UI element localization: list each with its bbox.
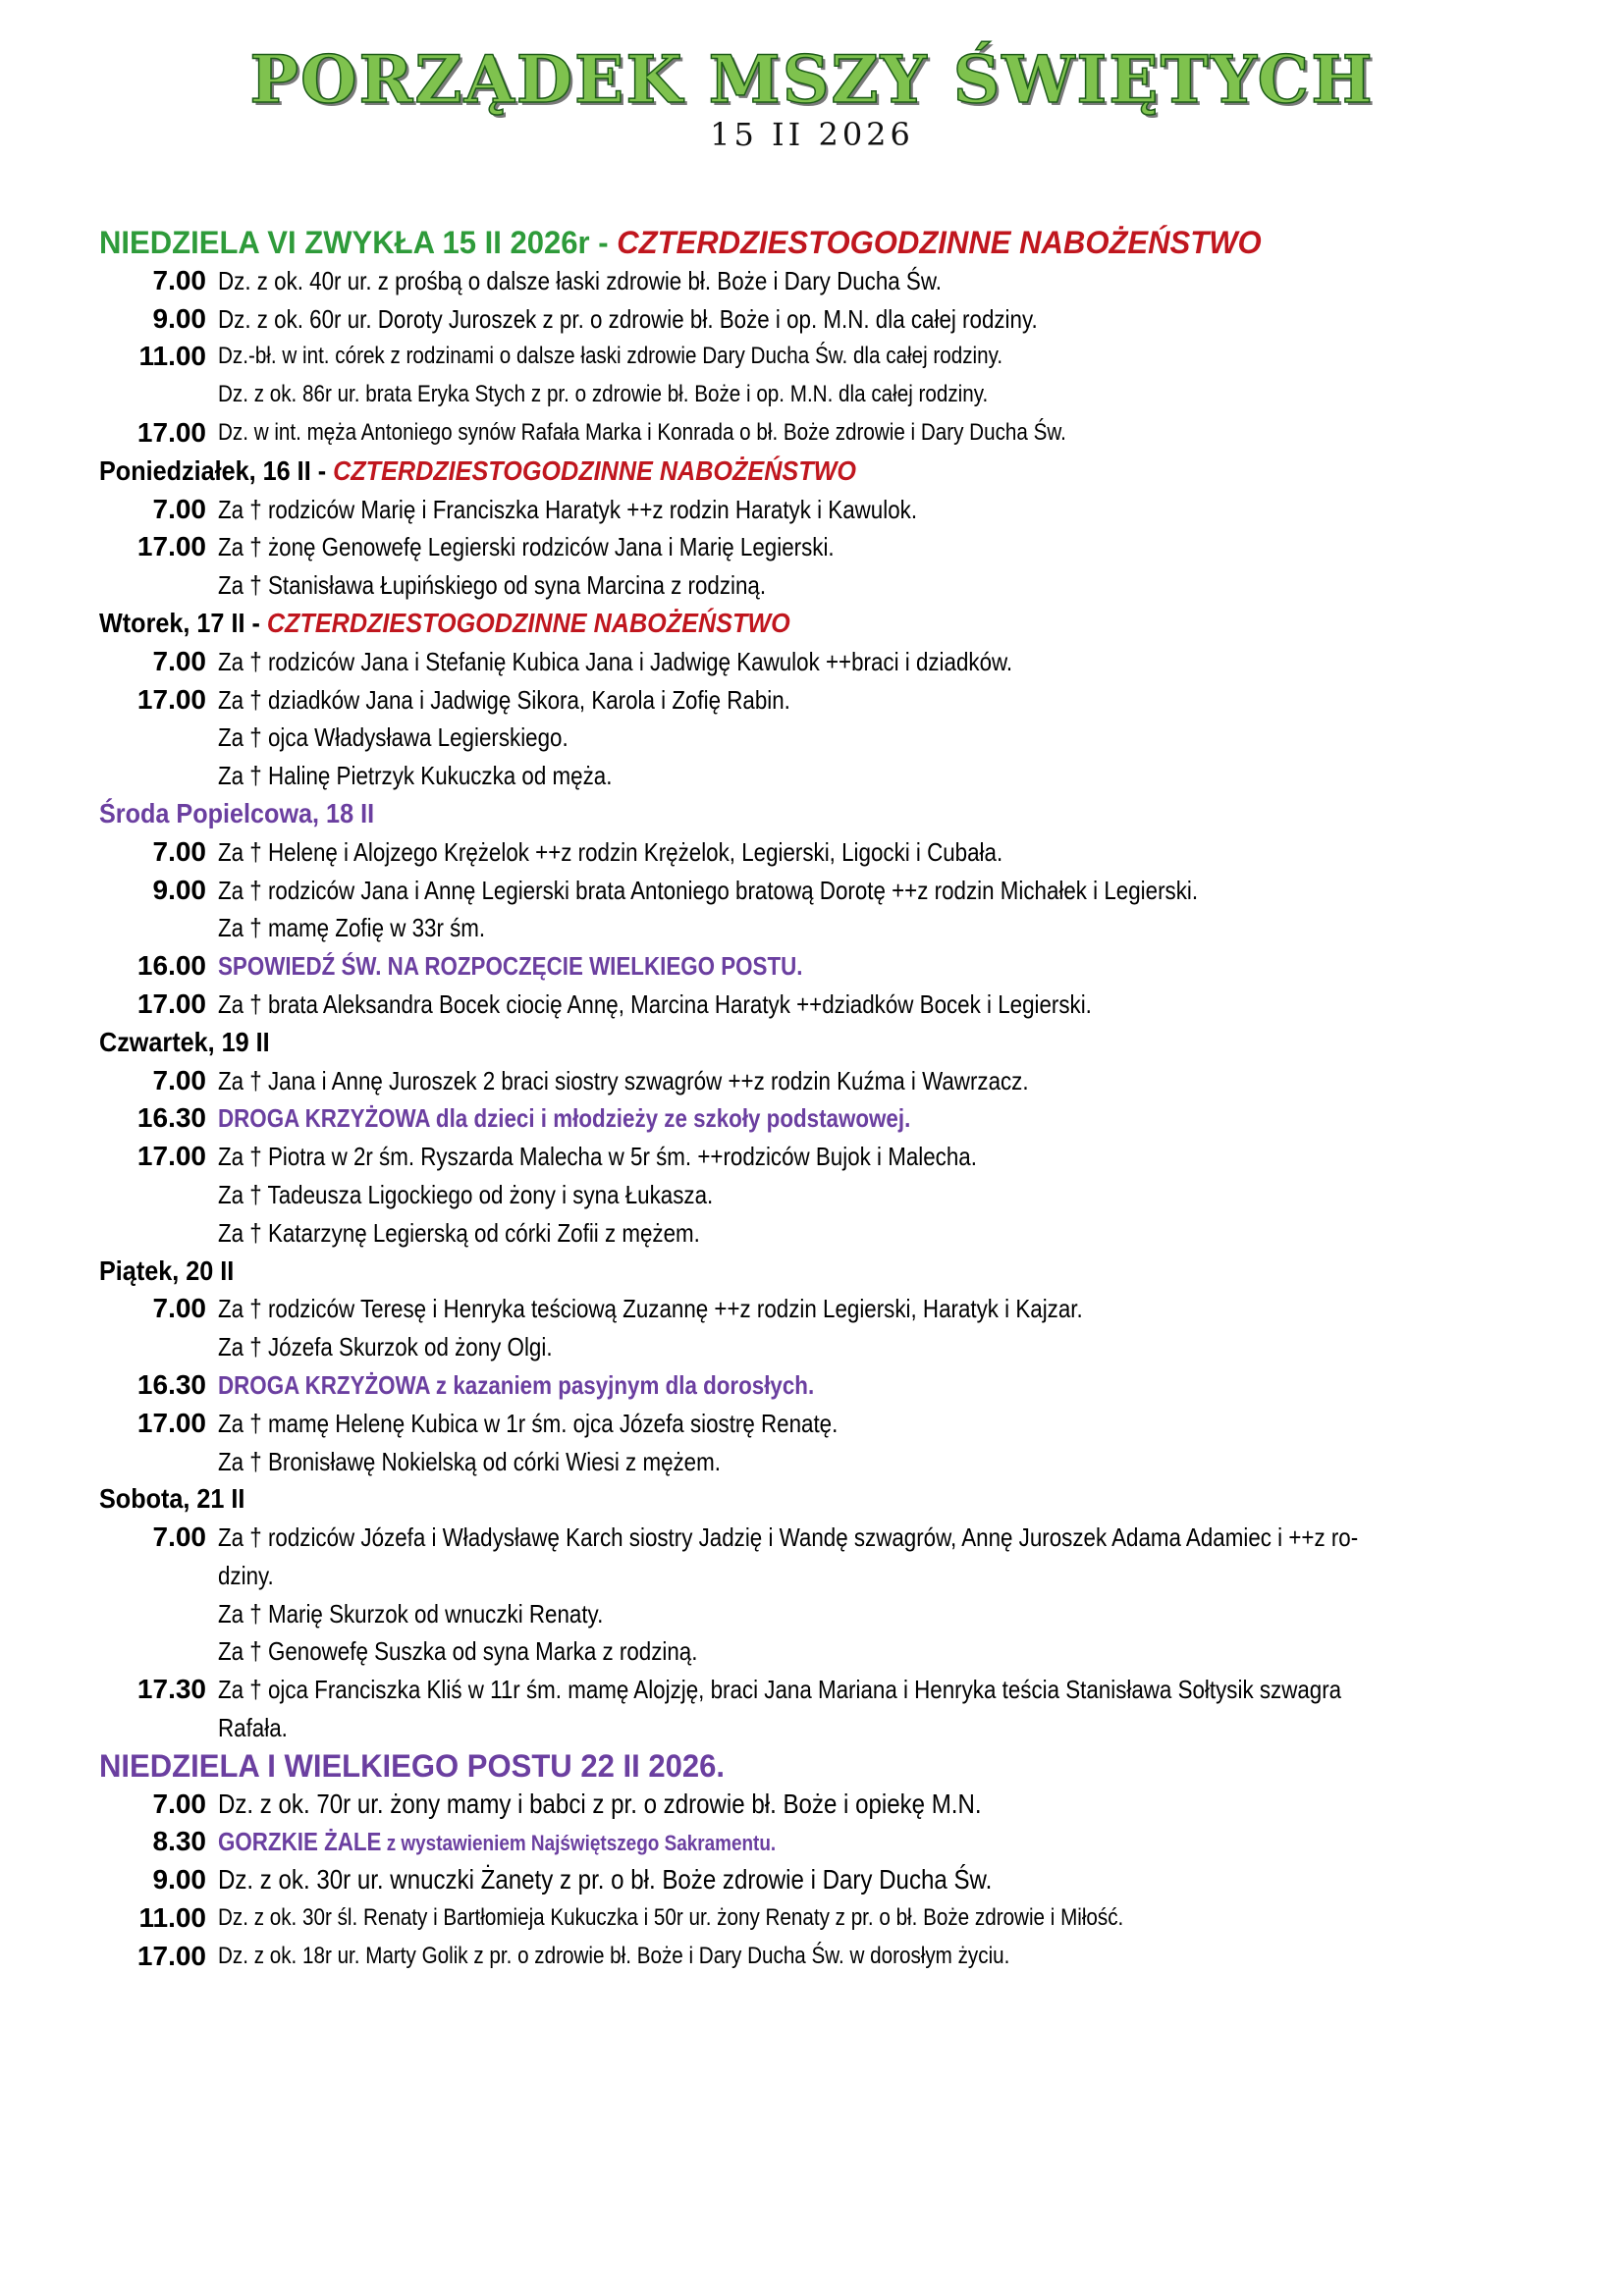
day-heading xyxy=(99,224,1518,262)
day-heading xyxy=(99,1253,1416,1291)
intention-text: Za † mamę Zofię w 33r śm. xyxy=(218,913,486,943)
mass-intentions xyxy=(218,1823,1562,1861)
mass-entry xyxy=(99,1405,1562,1481)
intention-line xyxy=(218,1519,1374,1557)
page-title: PORZĄDEK MSZY ŚWIĘTYCH xyxy=(249,41,1375,118)
intention-line xyxy=(218,376,1374,414)
mass-time: 16.00 xyxy=(136,950,206,982)
mass-time: 9.00 xyxy=(152,1864,206,1896)
intention-line xyxy=(218,528,1374,566)
mass-entry xyxy=(99,1938,1562,1976)
mass-intentions xyxy=(218,1786,1562,1824)
mass-intentions xyxy=(218,1938,1562,1976)
intention-text: Za † Bronisławę Nokielską od córki Wiesi z mężem. xyxy=(218,1446,721,1476)
day-label: Piątek, 20 II xyxy=(99,1255,235,1286)
mass-entry xyxy=(99,947,1562,986)
day-note: CZTERDZIESTOGODZINNE NABOŻEŃSTWO xyxy=(617,225,1262,260)
mass-entry xyxy=(99,528,1562,605)
day-label: Sobota, 21 II xyxy=(99,1483,245,1515)
mass-time: 7.00 xyxy=(152,1522,206,1553)
mass-intentions xyxy=(218,1519,1562,1671)
intention-text: Za † rodziców Jana i Annę Legierski brata Antoniego bratową Dorotę ++z rodzin Michałek i Legierski. xyxy=(218,875,1199,905)
intention-text: Za † brata Aleksandra Bocek ciocię Annę, Marcina Haratyk ++dziadków Bocek i Legierski. xyxy=(218,988,1092,1019)
intention-line xyxy=(218,1938,1374,1976)
intention-line xyxy=(218,1214,1374,1253)
mass-time: 8.30 xyxy=(152,1826,206,1857)
mass-time: 7.00 xyxy=(152,264,206,295)
day-label: Środa Popielcowa, 18 II xyxy=(99,797,375,828)
intention-text: Dz.-bł. w int. córek z rodzinami o dalsze łaski zdrowie Dary Ducha Św. dla całej rodziny. xyxy=(218,343,1003,370)
day-heading xyxy=(99,453,1416,491)
intention-text: Za † dziadków Jana i Jadwigę Sikora, Karola i Zofię Rabin. xyxy=(218,684,790,715)
intention-line xyxy=(218,1328,1374,1366)
mass-intentions xyxy=(218,986,1562,1024)
mass-time: 7.00 xyxy=(152,1293,206,1324)
intention-line xyxy=(218,1557,1374,1595)
day-heading xyxy=(99,605,1416,643)
mass-intentions xyxy=(218,528,1562,605)
intention-text: Za † Katarzynę Legierską od córki Zofii z mężem. xyxy=(218,1217,700,1248)
mass-entry xyxy=(99,1366,1562,1405)
mass-time: 17.00 xyxy=(136,531,206,562)
intention-line xyxy=(218,1099,1374,1138)
mass-intentions xyxy=(218,833,1562,872)
day-note: CZTERDZIESTOGODZINNE NABOŻEŃSTWO xyxy=(333,454,857,486)
intention-text: Dz. z ok. 40r ur. z prośbą o dalsze łaski zdrowie bł. Boże i Dary Ducha Św. xyxy=(218,265,942,295)
mass-entry xyxy=(99,1823,1562,1861)
mass-time: 7.00 xyxy=(152,835,206,867)
intention-line xyxy=(218,1709,1374,1747)
mass-time: 9.00 xyxy=(152,302,206,334)
intention-line xyxy=(218,1405,1374,1443)
day-heading xyxy=(99,795,1416,833)
mass-entry xyxy=(99,491,1562,529)
intention-text: Dz. z ok. 30r śl. Renaty i Bartłomieja Kukuczka i 50r ur. żony Renaty z pr. o bł. Boże zdrowie i Miłość. xyxy=(218,1904,1124,1932)
mass-entry xyxy=(99,681,1562,795)
mass-time: 17.00 xyxy=(136,683,206,715)
mass-entry xyxy=(99,1290,1562,1366)
intention-line xyxy=(218,872,1374,910)
intention-line xyxy=(218,1138,1374,1176)
mass-intentions xyxy=(218,1138,1562,1252)
mass-intentions xyxy=(218,1671,1562,1747)
intention-subtext: z wystawieniem Najświętszego Sakramentu. xyxy=(381,1831,777,1856)
day-label: NIEDZIELA VI ZWYKŁA 15 II 2026r xyxy=(99,225,590,260)
intention-line xyxy=(218,909,1374,947)
mass-intentions xyxy=(218,643,1562,681)
intention-line xyxy=(218,414,1374,453)
mass-intentions xyxy=(218,1290,1562,1366)
intention-text: Za † Stanisława Łupińskiego od syna Marcina z rodziną. xyxy=(218,570,767,601)
mass-time: 7.00 xyxy=(152,493,206,524)
intention-text: Za † Jana i Annę Juroszek 2 braci siostry szwagrów ++z rodzin Kuźma i Wawrzacz. xyxy=(218,1065,1029,1095)
mass-intentions xyxy=(218,491,1562,529)
intention-text: Rafała. xyxy=(218,1713,288,1743)
day-heading xyxy=(99,1747,1518,1786)
intention-line xyxy=(218,757,1374,795)
mass-entry xyxy=(99,1899,1562,1938)
intention-text: Za † Genowefę Suszka od syna Marka z rodziną. xyxy=(218,1636,698,1667)
intention-line xyxy=(218,1632,1374,1671)
intention-line xyxy=(218,1823,1374,1861)
intention-line xyxy=(218,262,1374,300)
day-heading xyxy=(99,1024,1416,1062)
intention-text: Za † żonę Genowefę Legierski rodziców Jana i Marię Legierski. xyxy=(218,532,835,562)
intention-text: GORZKIE ŻALE xyxy=(218,1827,382,1857)
mass-entry xyxy=(99,1138,1562,1252)
mass-time: 7.00 xyxy=(152,1788,206,1819)
day-label: Poniedziałek, 16 II xyxy=(99,454,311,486)
mass-entry xyxy=(99,1671,1562,1747)
mass-entry xyxy=(99,1062,1562,1100)
intention-text: Za † ojca Władysława Legierskiego. xyxy=(218,722,568,753)
mass-time: 17.00 xyxy=(136,1407,206,1438)
mass-intentions xyxy=(218,1062,1562,1100)
intention-line xyxy=(218,566,1374,605)
intention-line xyxy=(218,338,1374,376)
mass-intentions xyxy=(218,338,1562,414)
mass-time: 7.00 xyxy=(152,1064,206,1095)
mass-entry xyxy=(99,986,1562,1024)
mass-intentions xyxy=(218,1405,1562,1481)
intention-text: Za † rodziców Marię i Franciszka Haratyk ++z rodzin Haratyk i Kawulok. xyxy=(218,494,918,524)
intention-line xyxy=(218,947,1374,986)
intention-text: Dz. z ok. 30r ur. wnuczki Żanety z pr. o bł. Boże zdrowie i Dary Ducha Św. xyxy=(218,1864,993,1896)
mass-entry xyxy=(99,833,1562,872)
intention-line xyxy=(218,1671,1374,1709)
intention-line xyxy=(218,986,1374,1024)
page-date: 15 II 2026 xyxy=(710,116,914,153)
mass-entry xyxy=(99,338,1562,414)
mass-intentions xyxy=(218,1099,1562,1138)
mass-time: 16.30 xyxy=(136,1102,206,1134)
mass-time: 11.00 xyxy=(138,341,206,372)
intention-text: Za † Piotra w 2r śm. Ryszarda Malecha w 5r śm. ++rodziców Bujok i Malecha. xyxy=(218,1142,977,1172)
intention-text: Za † Józefa Skurzok od żony Olgi. xyxy=(218,1332,553,1362)
mass-intentions xyxy=(218,947,1562,986)
intention-line xyxy=(218,1062,1374,1100)
mass-entry xyxy=(99,262,1562,300)
intention-text: Dz. z ok. 86r ur. brata Eryka Stych z pr. o zdrowie bł. Boże i op. M.N. dla całej rodziny. xyxy=(218,381,989,408)
mass-intentions xyxy=(218,1366,1562,1405)
mass-time: 9.00 xyxy=(152,874,206,905)
mass-time: 17.30 xyxy=(136,1674,206,1705)
day-heading xyxy=(99,1480,1416,1519)
intention-text: Za † Marię Skurzok od wnuczki Renaty. xyxy=(218,1598,604,1629)
mass-entry xyxy=(99,1099,1562,1138)
intention-line xyxy=(218,719,1374,757)
mass-entry xyxy=(99,1861,1562,1899)
day-separator: - xyxy=(589,225,618,260)
day-note: CZTERDZIESTOGODZINNE NABOŻEŃSTWO xyxy=(266,607,790,638)
intention-text: Dz. w int. męża Antoniego synów Rafała Marka i Konrada o bł. Boże zdrowie i Dary Ducha Św. xyxy=(218,418,1066,446)
intention-line xyxy=(218,491,1374,529)
mass-time: 11.00 xyxy=(138,1902,206,1934)
intention-text: SPOWIEDŹ ŚW. NA ROZPOCZĘCIE WIELKIEGO POSTU. xyxy=(218,951,803,982)
intention-text: DROGA KRZYŻOWA dla dzieci i młodzieży ze szkoły podstawowej. xyxy=(218,1103,911,1134)
intention-text: Dz. z ok. 60r ur. Doroty Juroszek z pr. o zdrowie bł. Boże i op. M.N. dla całej rodziny. xyxy=(218,303,1038,334)
intention-line xyxy=(218,1443,1374,1481)
mass-intentions xyxy=(218,1899,1562,1938)
intention-text: Za † ojca Franciszka Kliś w 11r śm. mamę Alojzję, braci Jana Mariana i Henryka teścia Stanisława Sołtysik szwagra xyxy=(218,1675,1342,1705)
day-label: Wtorek, 17 II xyxy=(99,607,245,638)
intention-text: Za † Halinę Pietrzyk Kukuczka od męża. xyxy=(218,761,613,791)
intention-text: Za † rodziców Józefa i Władysławę Karch siostry Jadzię i Wandę szwagrów, Annę Juroszek Adama Adamiec i ++z ro- xyxy=(218,1522,1359,1553)
mass-entry xyxy=(99,1786,1562,1824)
intention-line xyxy=(218,1290,1374,1328)
intention-line xyxy=(218,1176,1374,1214)
mass-intentions xyxy=(218,414,1562,453)
intention-line xyxy=(218,1786,1374,1824)
intention-text: Za † mamę Helenę Kubica w 1r śm. ojca Józefa siostrę Renatę. xyxy=(218,1408,839,1438)
mass-time: 16.30 xyxy=(136,1368,206,1400)
intention-line xyxy=(218,1861,1374,1899)
mass-time: 17.00 xyxy=(136,1141,206,1172)
mass-time: 17.00 xyxy=(136,1940,206,1971)
intention-text: Dz. z ok. 70r ur. żony mamy i babci z pr. o zdrowie bł. Boże i opiekę M.N. xyxy=(218,1788,982,1819)
intention-text: dziny. xyxy=(218,1560,274,1590)
mass-intentions xyxy=(218,1861,1562,1899)
day-separator: - xyxy=(310,454,334,486)
intention-line xyxy=(218,300,1374,339)
intention-line xyxy=(218,833,1374,872)
mass-entry xyxy=(99,872,1562,948)
day-separator: - xyxy=(244,607,267,638)
intention-text: Dz. z ok. 18r ur. Marty Golik z pr. o zdrowie bł. Boże i Dary Ducha Św. w dorosłym życiu. xyxy=(218,1942,1010,1969)
mass-entry xyxy=(99,1519,1562,1671)
intention-text: Za † Helenę i Alojzego Krężelok ++z rodzin Krężelok, Legierski, Ligocki i Cubała. xyxy=(218,836,1003,867)
intention-text: DROGA KRZYŻOWA z kazaniem pasyjnym dla dorosłych. xyxy=(218,1369,815,1400)
intention-text: Za † rodziców Jana i Stefanię Kubica Jana i Jadwigę Kawulok ++braci i dziadków. xyxy=(218,646,1013,676)
mass-time: 17.00 xyxy=(136,988,206,1019)
intention-text: Za † rodziców Teresę i Henryka teściową Zuzannę ++z rodzin Legierski, Haratyk i Kajzar. xyxy=(218,1294,1083,1324)
mass-entry xyxy=(99,643,1562,681)
intention-line xyxy=(218,681,1374,720)
mass-time: 7.00 xyxy=(152,645,206,676)
intention-text: Za † Tadeusza Ligockiego od żony i syna Łukasza. xyxy=(218,1179,714,1209)
mass-schedule xyxy=(99,224,1562,1976)
mass-time: 17.00 xyxy=(136,416,206,448)
intention-line xyxy=(218,643,1374,681)
mass-intentions xyxy=(218,872,1562,948)
day-label: Czwartek, 19 II xyxy=(99,1026,270,1057)
day-label: NIEDZIELA I WIELKIEGO POSTU 22 II 2026. xyxy=(99,1747,726,1784)
mass-entry xyxy=(99,300,1562,339)
mass-entry xyxy=(99,414,1562,453)
intention-line xyxy=(218,1899,1374,1938)
mass-intentions xyxy=(218,300,1562,339)
intention-line xyxy=(218,1595,1374,1633)
intention-line xyxy=(218,1366,1374,1405)
mass-intentions xyxy=(218,262,1562,300)
mass-intentions xyxy=(218,681,1562,795)
